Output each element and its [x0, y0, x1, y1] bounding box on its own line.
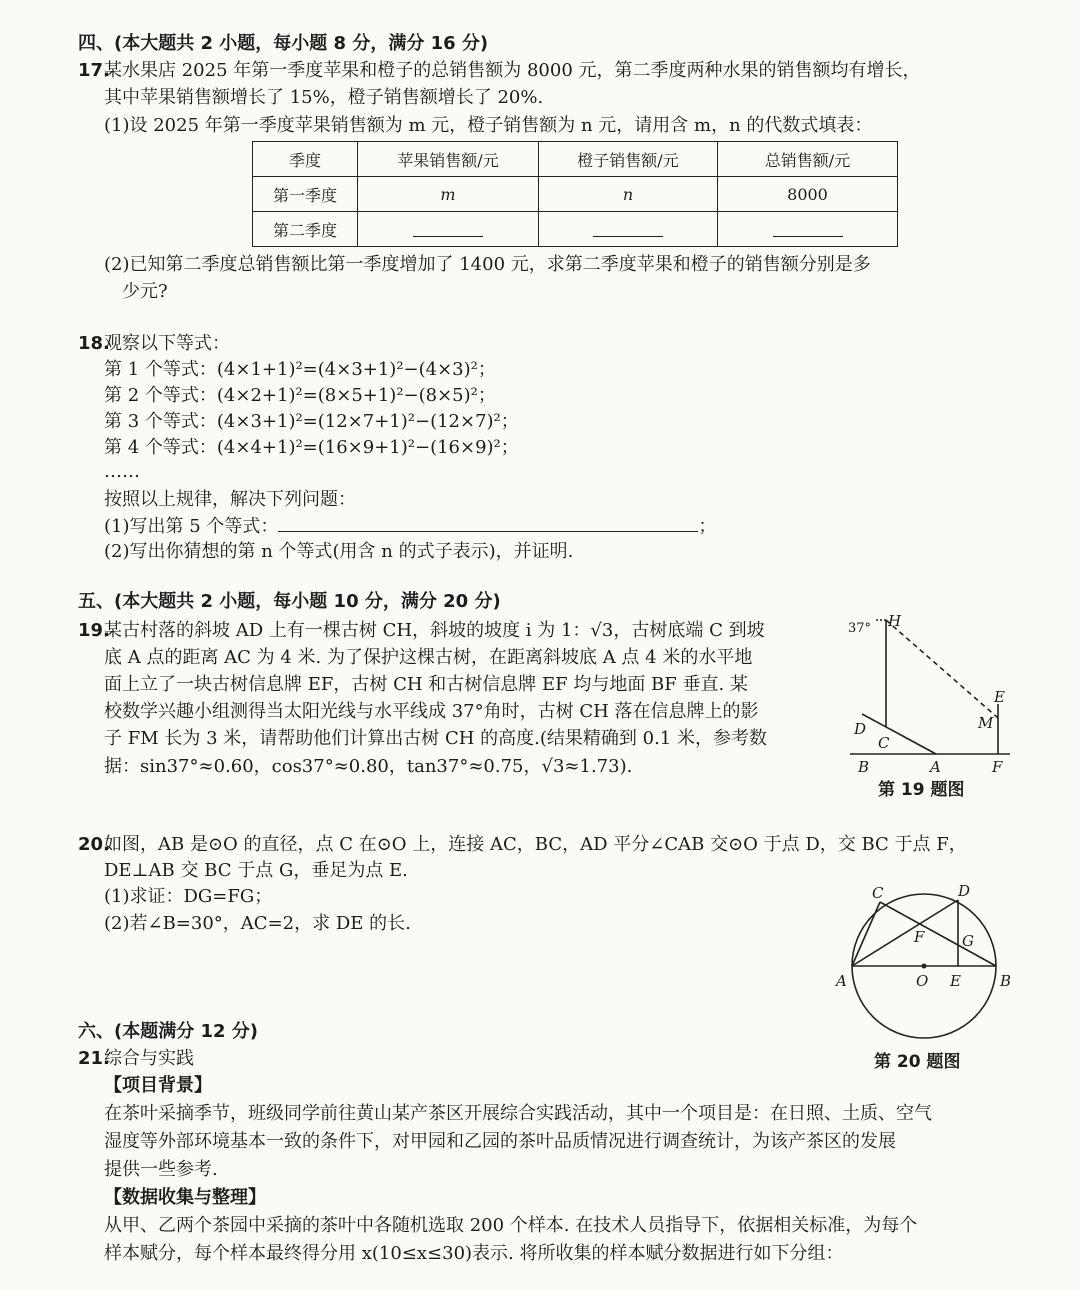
point-label-d: D: [854, 720, 867, 738]
table-header-cell: 总销售额/元: [718, 142, 898, 177]
q21-background-line1: 在茶叶采摘季节，班级同学前往黄山某产茶区开展综合实践活动，其中一个项目是：在日照、土质、空气: [104, 1103, 932, 1124]
table-header-cell: 季度: [253, 142, 358, 177]
q19-line1: 某古村落的斜坡 AD 上有一棵古树 CH，斜坡的坡度 i 为 1：√3，古树底端 C 到坡: [104, 620, 765, 641]
q17-stem-line1: 某水果店 2025 年第一季度苹果和橙子的总销售额为 8000 元，第二季度两种水果的销售额均有增长，: [104, 60, 921, 81]
q18-equation-2: 第 2 个等式：(4×2+1)²=(8×5+1)²−(8×5)²；: [104, 385, 496, 406]
q21-data-heading: 【数据收集与整理】: [104, 1187, 266, 1208]
point-label-h: H: [888, 612, 902, 630]
q20-figure: [832, 880, 1022, 1045]
section6-title: 六、(本题满分 12 分): [78, 1021, 259, 1042]
point-label-e: E: [950, 972, 961, 990]
q19-figure: [840, 606, 1025, 776]
q18-equation-4: 第 4 个等式：(4×4+1)²=(16×9+1)²−(16×9)²；: [104, 437, 519, 458]
table-row: [253, 212, 898, 247]
table-header-cell: 苹果销售额/元: [358, 142, 539, 177]
q20-figure-caption: 第 20 题图: [874, 1052, 961, 1072]
answer-blank[interactable]: [718, 212, 898, 247]
q18-equation-1: 第 1 个等式：(4×1+1)²=(4×3+1)²−(4×3)²；: [104, 359, 496, 380]
q17-stem-line2: 其中苹果销售额增长了 15%，橙子销售额增长了 20%.: [104, 87, 544, 108]
q18-number: 18.: [78, 333, 110, 354]
point-label-c: C: [878, 734, 890, 752]
q17-part1: (1)设 2025 年第一季度苹果销售额为 m 元，橙子销售额为 n 元，请用含 m，n 的代数式填表：: [104, 115, 873, 136]
chord-ad: [852, 900, 958, 966]
q17-table: [252, 141, 898, 247]
q19-line6: 据：sin37°≈0.60，cos37°≈0.80，tan37°≈0.75，√3≈1.73).: [104, 756, 633, 777]
q21-title: 综合与实践: [104, 1048, 194, 1069]
sun-ray-line: [886, 620, 998, 718]
q17-part2-line2: 少元?: [122, 281, 168, 302]
section4-title: 四、(本大题共 2 小题，每小题 8 分，满分 16 分): [78, 33, 489, 54]
point-label-c: C: [872, 884, 884, 902]
table-cell: 8000: [718, 177, 898, 212]
answer-blank[interactable]: [278, 513, 698, 532]
point-label-f: F: [914, 928, 925, 946]
q20-part2: (2)若∠B=30°，AC=2，求 DE 的长.: [104, 913, 411, 934]
center-point-o: [922, 964, 927, 969]
point-label-b: B: [1000, 972, 1012, 990]
q18-part1-end: ；: [698, 516, 717, 537]
q20-part1: (1)求证：DG=FG；: [104, 886, 273, 907]
angle-label: 37°: [848, 621, 872, 636]
table-cell: 第二季度: [253, 212, 358, 247]
q17-number: 17.: [78, 60, 110, 81]
point-label-d: D: [958, 882, 971, 900]
q18-part1: [104, 513, 716, 540]
q19-figure-caption: 第 19 题图: [878, 780, 965, 800]
table-header-cell: 橙子销售额/元: [539, 142, 718, 177]
point-label-a: A: [930, 758, 941, 776]
point-label-g: G: [962, 932, 974, 950]
point-label-f: F: [992, 758, 1003, 776]
q18-part1-text: (1)写出第 5 个等式：: [104, 516, 279, 537]
q19-number: 19.: [78, 620, 110, 641]
point-label-o: O: [916, 972, 929, 990]
q20-line1: 如图，AB 是⊙O 的直径，点 C 在⊙O 上，连接 AC，BC，AD 平分∠CAB 交⊙O 于点 D，交 BC 于点 F，: [104, 834, 967, 855]
section5-title: 五、(本大题共 2 小题，每小题 10 分，满分 20 分): [78, 591, 501, 612]
q19-line5: 子 FM 长为 3 米，请帮助他们计算出古树 CH 的高度.(结果精确到 0.1 米，参考数: [104, 728, 767, 749]
table-cell: 第一季度: [253, 177, 358, 212]
table-header-row: [253, 142, 898, 177]
q21-number: 21.: [78, 1048, 110, 1069]
answer-blank[interactable]: [539, 212, 718, 247]
point-label-e: E: [994, 688, 1005, 706]
slope-line-ad: [862, 714, 936, 754]
point-label-a: A: [836, 972, 847, 990]
q21-background-heading: 【项目背景】: [104, 1075, 212, 1096]
table-cell: m: [358, 177, 539, 212]
q18-equation-3: 第 3 个等式：(4×3+1)²=(12×7+1)²−(12×7)²；: [104, 411, 519, 432]
q19-line4: 校数学兴趣小组测得当太阳光线与水平线成 37°角时，古树 CH 落在信息牌上的影: [104, 701, 759, 722]
q21-data-line2: 样本赋分，每个样本最终得分用 x(10≤x≤30)表示. 将所收集的样本赋分数据进行如下分组：: [104, 1243, 844, 1264]
q21-background-line2: 湿度等外部环境基本一致的条件下，对甲园和乙园的茶叶品质情况进行调查统计，为该产茶区的发展: [104, 1131, 896, 1152]
q20-number: 20.: [78, 834, 110, 855]
point-label-m: M: [978, 714, 994, 732]
q18-part2: (2)写出你猜想的第 n 个等式(用含 n 的式子表示)，并证明.: [104, 541, 574, 562]
point-label-b: B: [858, 758, 870, 776]
q17-part2-line1: (2)已知第二季度总销售额比第一季度增加了 1400 元，求第二季度苹果和橙子的销售额分别是多: [104, 254, 871, 275]
table-row: [253, 177, 898, 212]
q19-line2: 底 A 点的距离 AC 为 4 米. 为了保护这棵古树，在距离斜坡底 A 点 4 米的水平地: [104, 647, 753, 668]
q18-instruction: 按照以上规律，解决下列问题：: [104, 489, 356, 510]
q20-line2: DE⊥AB 交 BC 于点 G，垂足为点 E.: [104, 860, 408, 881]
q18-ellipsis: ……: [104, 461, 140, 482]
table-cell: n: [539, 177, 718, 212]
q21-data-line1: 从甲、乙两个茶园中采摘的茶叶中各随机选取 200 个样本. 在技术人员指导下，依据相关标准，为每个: [104, 1215, 918, 1236]
q18-stem: 观察以下等式：: [104, 333, 230, 354]
q21-background-line3: 提供一些参考.: [104, 1159, 218, 1180]
q19-line3: 面上立了一块古树信息牌 EF，古树 CH 和古树信息牌 EF 均与地面 BF 垂直. 某: [104, 674, 748, 695]
answer-blank[interactable]: [358, 212, 539, 247]
